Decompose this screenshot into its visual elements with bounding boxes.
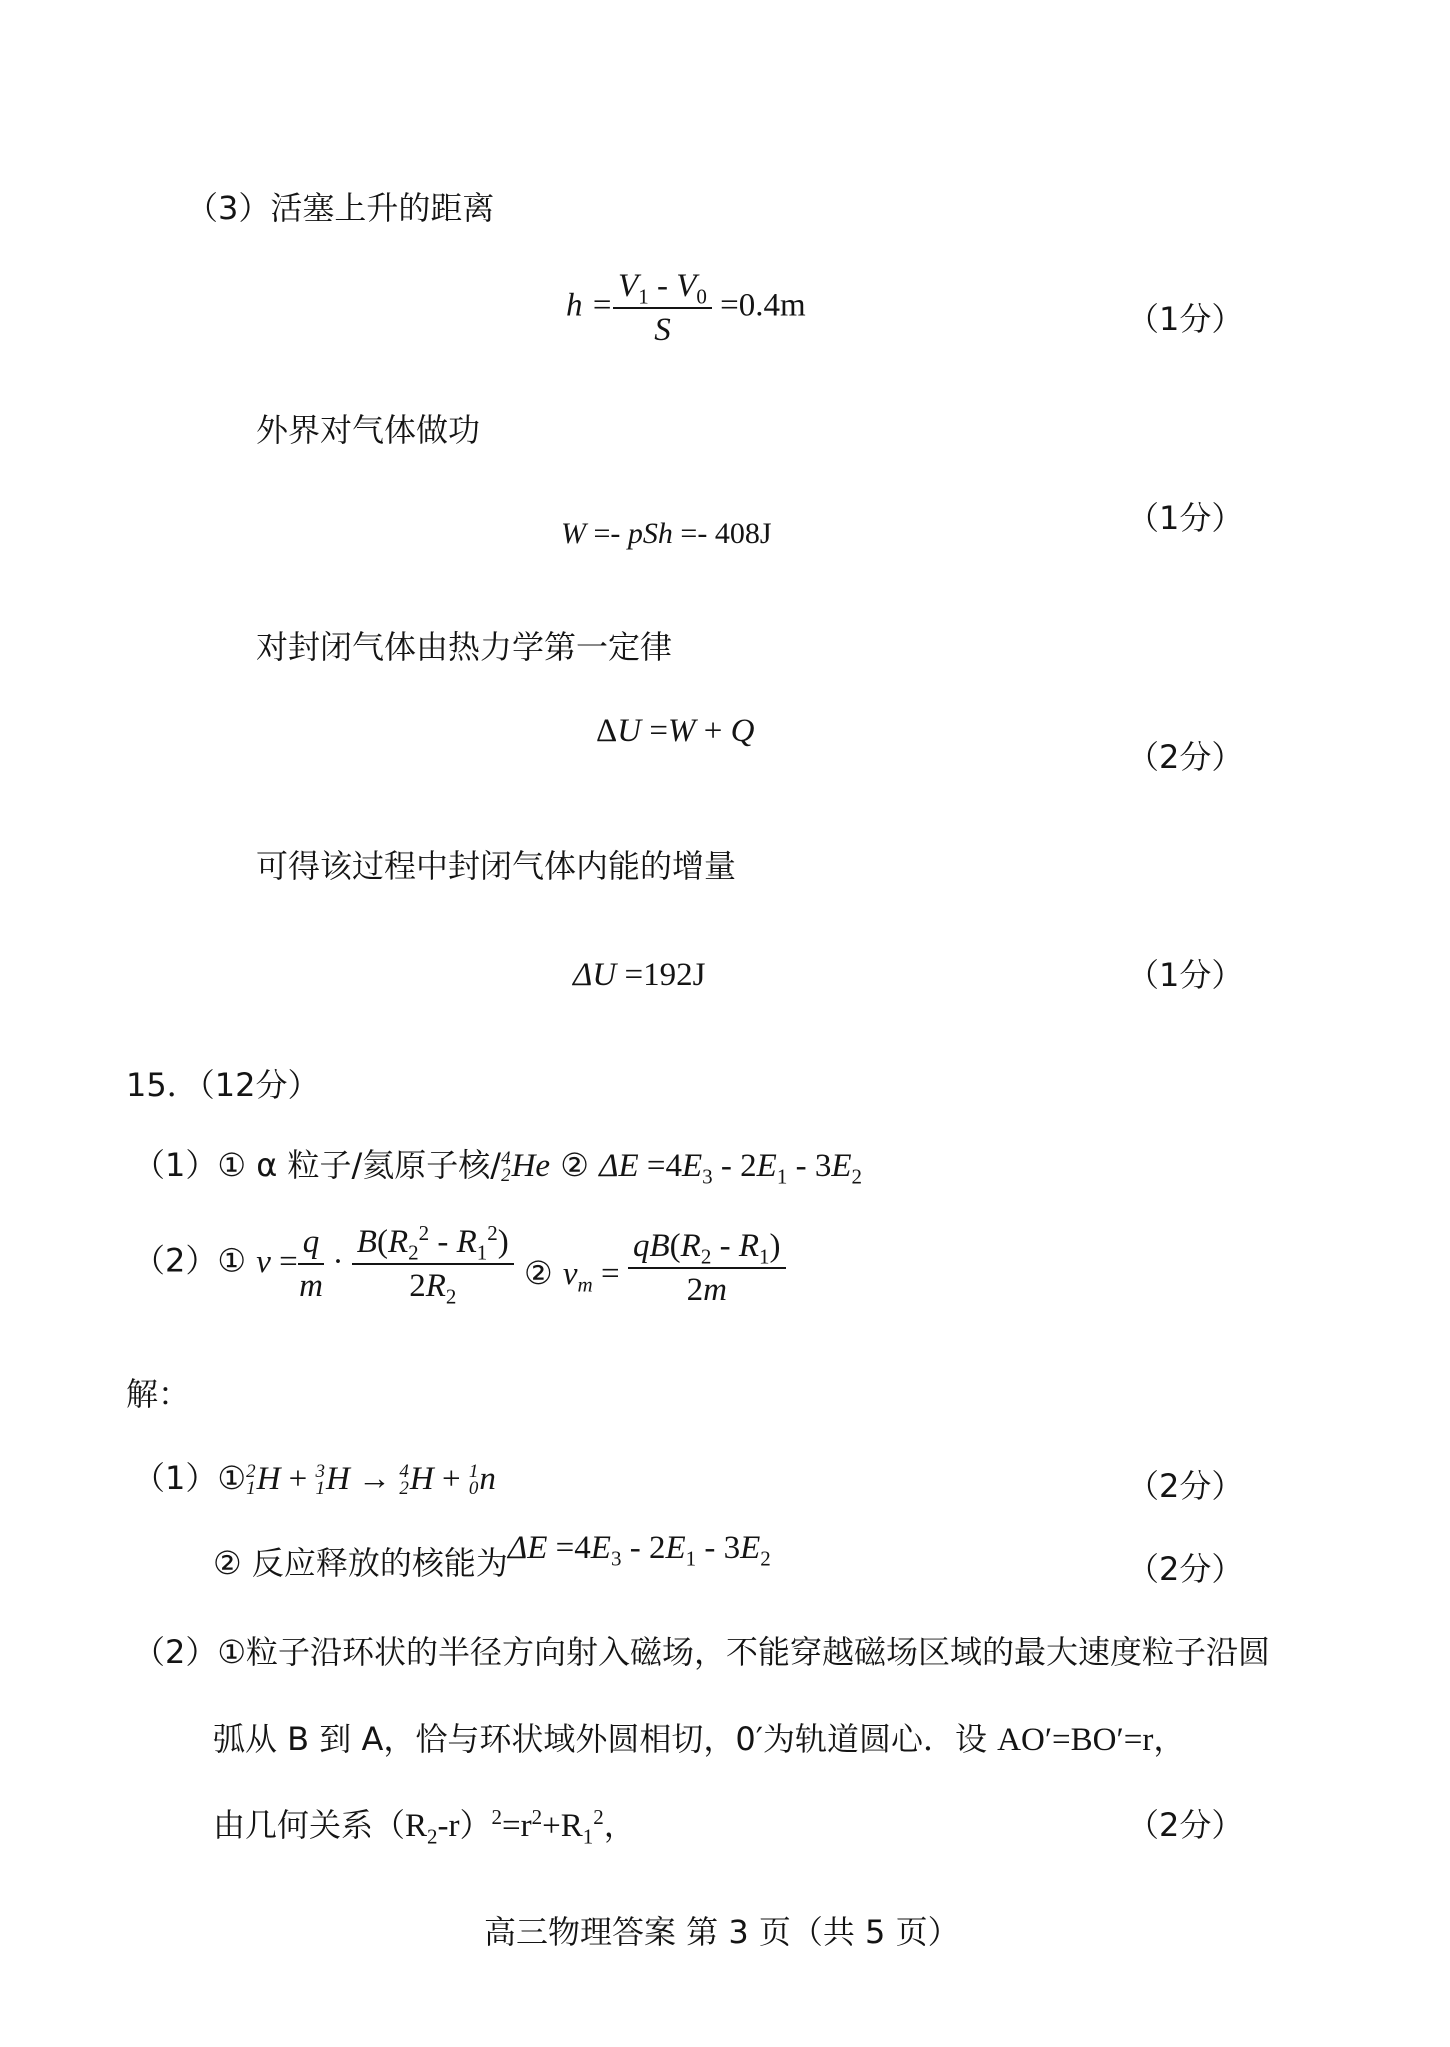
fusion-reaction: [246, 1461, 496, 1497]
line-3-text: 由几何关系（: [213, 1806, 406, 1844]
minus-sign: -: [429, 1224, 457, 1260]
first-law-formula: [596, 711, 754, 751]
product-mass: 4: [399, 1460, 409, 1482]
den-r-sub: 2: [445, 1284, 457, 1309]
e2-sub: 2: [760, 1546, 771, 1571]
area-symbol: S: [654, 312, 671, 348]
r2-symbol: R: [680, 1228, 701, 1264]
plus-sign: +: [695, 713, 731, 749]
e3-symbol: E: [590, 1530, 611, 1566]
h-result: =0.4m: [711, 287, 806, 324]
e3-sub: 3: [610, 1546, 622, 1571]
minus-r: -r: [437, 1808, 460, 1844]
solution-1b-prefix: ② 反应释放的核能为: [213, 1544, 508, 1582]
delta-symbol: Δ: [573, 957, 593, 993]
w-term: W: [667, 713, 696, 749]
vm-fraction: [628, 1228, 786, 1308]
paren-open: (: [669, 1228, 681, 1264]
paren-close: ): [769, 1228, 781, 1264]
points-sol2: （2分）: [1127, 1806, 1244, 1844]
r2-sup: 2: [418, 1221, 430, 1245]
u-symbol: U: [592, 957, 617, 993]
coef-3: - 3: [696, 1530, 741, 1566]
e3-symbol: E: [681, 1148, 703, 1184]
released-energy-formula: [507, 1530, 771, 1571]
deuterium-symbol: H: [256, 1461, 281, 1497]
vm-symbol: v: [562, 1256, 578, 1292]
v0-sub: 0: [696, 284, 707, 309]
solution-1-prefix: （1）①: [133, 1459, 247, 1497]
r2-symbol: R: [387, 1224, 409, 1260]
page-footer: 高三物理答案 第 3 页（共 5 页）: [484, 1913, 960, 1951]
first-law-heading: 对封闭气体由热力学第一定律: [256, 628, 673, 666]
w-result: =- 408J: [672, 517, 772, 550]
work-heading: 外界对气体做功: [256, 411, 481, 449]
velocity-formula: [256, 1221, 514, 1309]
r1-sub: 1: [759, 1244, 770, 1269]
minus-sign: -: [711, 1228, 739, 1264]
r2-sub: 2: [408, 1240, 419, 1265]
answer-2-prefix: （2）①: [133, 1241, 257, 1280]
q-over-m-fraction: [298, 1224, 325, 1304]
delta-e: ΔE: [599, 1148, 639, 1184]
coef-4: =4: [638, 1148, 682, 1184]
max-velocity-fraction: [628, 1228, 786, 1308]
v1-sub: 1: [638, 284, 649, 309]
part3-heading: （3）活塞上升的距离: [186, 189, 495, 227]
geometry-relation-rhs: [491, 1805, 604, 1849]
solution-2-line-1: （2）①粒子沿环状的半径方向射入磁场，不能穿越磁场区域的最大速度粒子沿圆: [133, 1633, 1271, 1671]
helium-nuclide: [501, 1148, 550, 1184]
e2-symbol: E: [740, 1530, 761, 1566]
points-result: （1分）: [1127, 956, 1244, 994]
q-symbol: q: [298, 1224, 325, 1265]
equals-sign: =: [641, 713, 668, 749]
tritium-mass: 3: [315, 1460, 326, 1482]
deuterium-mass: 2: [246, 1460, 256, 1482]
solution-1b-line: [213, 1530, 771, 1584]
den-2: 2: [409, 1268, 426, 1304]
line-2-comma: ，: [1153, 1720, 1186, 1758]
coef-3: - 3: [787, 1148, 832, 1184]
reaction-arrow: →: [349, 1461, 400, 1497]
psh-term: pSh: [627, 517, 673, 550]
max-velocity-formula: [562, 1256, 620, 1297]
square-sup: 2: [491, 1805, 503, 1829]
solution-label: 解：: [126, 1375, 191, 1413]
square-sup: 2: [593, 1805, 604, 1829]
delta-e-formula: [599, 1148, 862, 1189]
minus-sign: -: [648, 268, 677, 304]
coef-2: - 2: [712, 1148, 757, 1184]
product-symbol: H: [409, 1461, 434, 1497]
r1-symbol: R: [738, 1228, 760, 1264]
e2-symbol: E: [831, 1148, 852, 1184]
radius-fraction: [352, 1221, 514, 1309]
paren-close: ）: [459, 1806, 492, 1844]
line-2-text: 弧从 B 到 A，恰与环状域外圆相切，0′为轨道圆心．设: [213, 1720, 998, 1758]
square-sup: 2: [531, 1805, 543, 1829]
e1-sub: 1: [776, 1164, 788, 1189]
geometry-relation: [405, 1808, 460, 1849]
points-sol1: （2分）: [1127, 1467, 1244, 1505]
qb-term: qB: [633, 1228, 670, 1264]
e2-sub: 2: [851, 1164, 862, 1189]
multiply-dot: ·: [324, 1243, 352, 1280]
plus-sign: +: [280, 1461, 316, 1497]
v0-symbol: V: [676, 268, 697, 304]
r1-symbol: R: [456, 1224, 477, 1260]
neutron-symbol: n: [479, 1461, 496, 1497]
r2-symbol: R: [405, 1808, 428, 1844]
energy-result: =192J: [616, 957, 706, 993]
points-h: （1分）: [1127, 300, 1244, 338]
b-symbol: B: [356, 1224, 377, 1260]
he-symbol: He: [511, 1148, 551, 1184]
equals-sign: =: [270, 1243, 298, 1280]
points-law: （2分）: [1127, 738, 1244, 776]
r2-sub: 2: [427, 1824, 438, 1849]
e1-symbol: E: [756, 1148, 777, 1184]
e3-sub: 3: [702, 1164, 713, 1189]
points-w: （1分）: [1127, 499, 1244, 537]
den-m: m: [703, 1272, 727, 1308]
answer-2-part2: [524, 1253, 620, 1297]
result-heading: 可得该过程中封闭气体内能的增量: [256, 847, 737, 885]
paren-open: (: [376, 1224, 388, 1260]
deuterium-charge: 1: [246, 1477, 256, 1499]
coef-4: =4: [547, 1530, 591, 1566]
tritium-charge: 1: [315, 1477, 326, 1499]
plus-sign: +: [433, 1461, 469, 1497]
neutron-charge: 0: [468, 1477, 479, 1499]
coef-2: - 2: [621, 1530, 666, 1566]
r1-sub: 1: [582, 1824, 594, 1849]
delta-symbol: Δ: [596, 713, 618, 749]
line-3-comma: ，: [603, 1806, 636, 1844]
he-charge-number: 2: [501, 1164, 511, 1186]
question-15-title: 15．（12分）: [126, 1066, 320, 1104]
e1-sub: 1: [685, 1546, 697, 1571]
vm-sub: m: [577, 1272, 593, 1297]
equals-sign: =: [592, 1256, 620, 1292]
v1-symbol: V: [618, 268, 639, 304]
solution-2-line-2: [213, 1719, 1185, 1760]
u-symbol: U: [617, 713, 642, 749]
w-equals: =-: [586, 517, 628, 550]
answer-1-prefix: （1）① α 粒子/氦原子核/: [133, 1146, 502, 1184]
r1-sup: 2: [487, 1221, 498, 1245]
delta-e: ΔE: [507, 1530, 548, 1566]
h-lhs: h =: [566, 287, 614, 324]
result-formula: [573, 955, 705, 995]
circle-2-label: ②: [550, 1146, 600, 1184]
neutron-mass: 1: [468, 1460, 479, 1482]
equals-r: =r: [502, 1808, 532, 1844]
r1-sub: 1: [476, 1240, 488, 1265]
volume-fraction: [613, 268, 712, 348]
solution-1-line: [133, 1458, 496, 1499]
height-formula: [566, 268, 806, 348]
circle-2-label: ②: [524, 1254, 563, 1292]
q-term: Q: [730, 713, 755, 749]
product-charge: 2: [399, 1477, 409, 1499]
e1-symbol: E: [665, 1530, 686, 1566]
points-sol1b: （2分）: [1127, 1550, 1244, 1588]
den-2: 2: [686, 1272, 704, 1308]
work-formula: [561, 514, 772, 554]
radius-definition: AO′=BO′=r: [997, 1722, 1154, 1758]
r2-sub: 2: [700, 1244, 712, 1269]
paren-close: ): [497, 1224, 509, 1260]
v-symbol: v: [256, 1243, 271, 1280]
answer-2-line: [133, 1221, 514, 1309]
den-r: R: [425, 1268, 446, 1304]
tritium-symbol: H: [326, 1461, 350, 1497]
solution-2-line-3: [213, 1805, 636, 1849]
w-symbol: W: [561, 517, 586, 550]
he-mass-number: 4: [501, 1147, 511, 1169]
plus-r1: +R: [542, 1808, 583, 1844]
answer-1-line: [133, 1145, 862, 1189]
m-symbol: m: [299, 1268, 323, 1304]
